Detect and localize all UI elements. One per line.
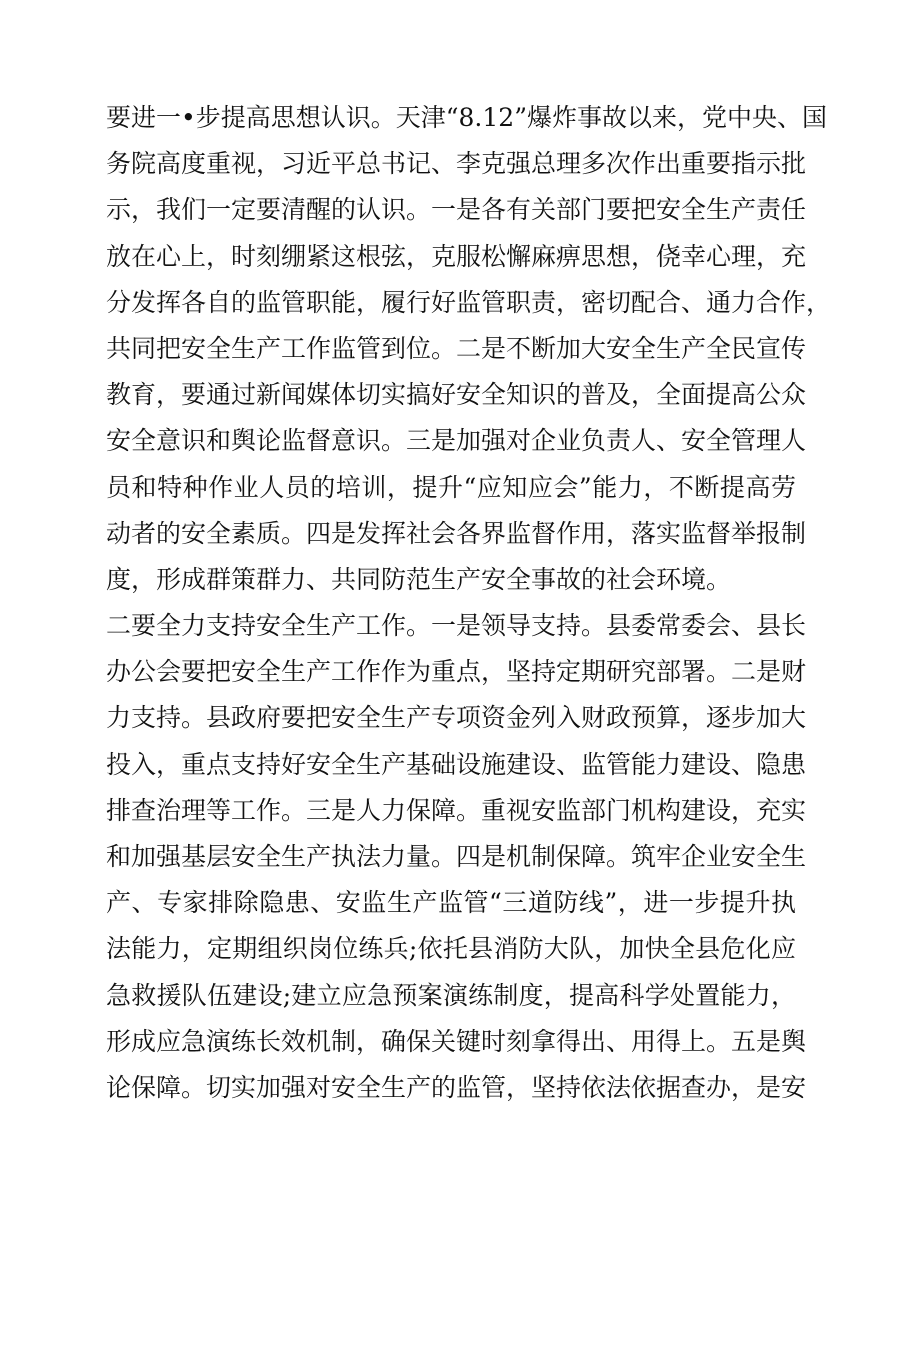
text-line: 务院高度重视，习近平总书记、李克强总理多次作出重要指示批 <box>106 149 807 179</box>
text-line: 产、专家排除隐患、安监生产监管“三道防线”，进一步提升执 <box>106 888 796 918</box>
text-line: 教育，要通过新闻媒体切实搞好安全知识的普及，全面提高公众 <box>106 380 807 410</box>
text-line: 度，形成群策群力、共同防范生产安全事故的社会环境。 <box>106 564 732 594</box>
text-line: 二要全力支持安全生产工作。一是领导支持。县委常委会、县长 <box>106 611 807 641</box>
text-line: 动者的安全素质。四是发挥社会各界监督作用，落实监督举报制 <box>106 518 807 548</box>
text-line: 员和特种作业人员的培训，提升“应知应会”能力，不断提高劳 <box>106 472 796 502</box>
text-line: 论保障。切实加强对安全生产的监管，坚持依法依据查办，是安 <box>106 1072 807 1102</box>
text-line: 办公会要把安全生产工作作为重点，坚持定期研究部署。二是财 <box>106 657 807 687</box>
text-line: 安全意识和舆论监督意识。三是加强对企业负责人、安全管理人 <box>106 426 807 456</box>
text-line: 形成应急演练长效机制，确保关键时刻拿得出、用得上。五是舆 <box>106 1026 807 1056</box>
text-line: 共同把安全生产工作监管到位。二是不断加大安全生产全民宣传 <box>106 333 807 363</box>
paragraph-1 <box>106 95 832 603</box>
text-line: 法能力，定期组织岗位练兵;依托县消防大队，加快全县危化应 <box>106 934 796 964</box>
text-line: 排查治理等工作。三是人力保障。重视安监部门机构建设，充实 <box>106 795 807 825</box>
text-line: 和加强基层安全生产执法力量。四是机制保障。筑牢企业安全生 <box>106 842 807 871</box>
text-line: 要进一•步提高思想认识。天津“8.12”爆炸事故以来，党中央、国 <box>106 103 827 132</box>
text-line: 示，我们一定要清醒的认识。一是各有关部门要把安全生产责任 <box>106 195 807 225</box>
paragraph-2 <box>106 603 807 1111</box>
document-body <box>106 95 832 1111</box>
text-line: 急救援队伍建设;建立应急预案演练制度，提高科学处置能力， <box>106 980 796 1010</box>
text-line: 放在心上，时刻绷紧这根弦，克服松懈麻痹思想，侥幸心理，充 <box>106 241 807 271</box>
text-line: 投入，重点支持好安全生产基础设施建设、监管能力建设、隐患 <box>106 749 807 779</box>
text-line: 力支持。县政府要把安全生产专项资金列入财政预算，逐步加大 <box>106 703 807 733</box>
text-line: 分发挥各自的监管职能，履行好监管职责，密切配合、通力合作， <box>106 287 832 317</box>
